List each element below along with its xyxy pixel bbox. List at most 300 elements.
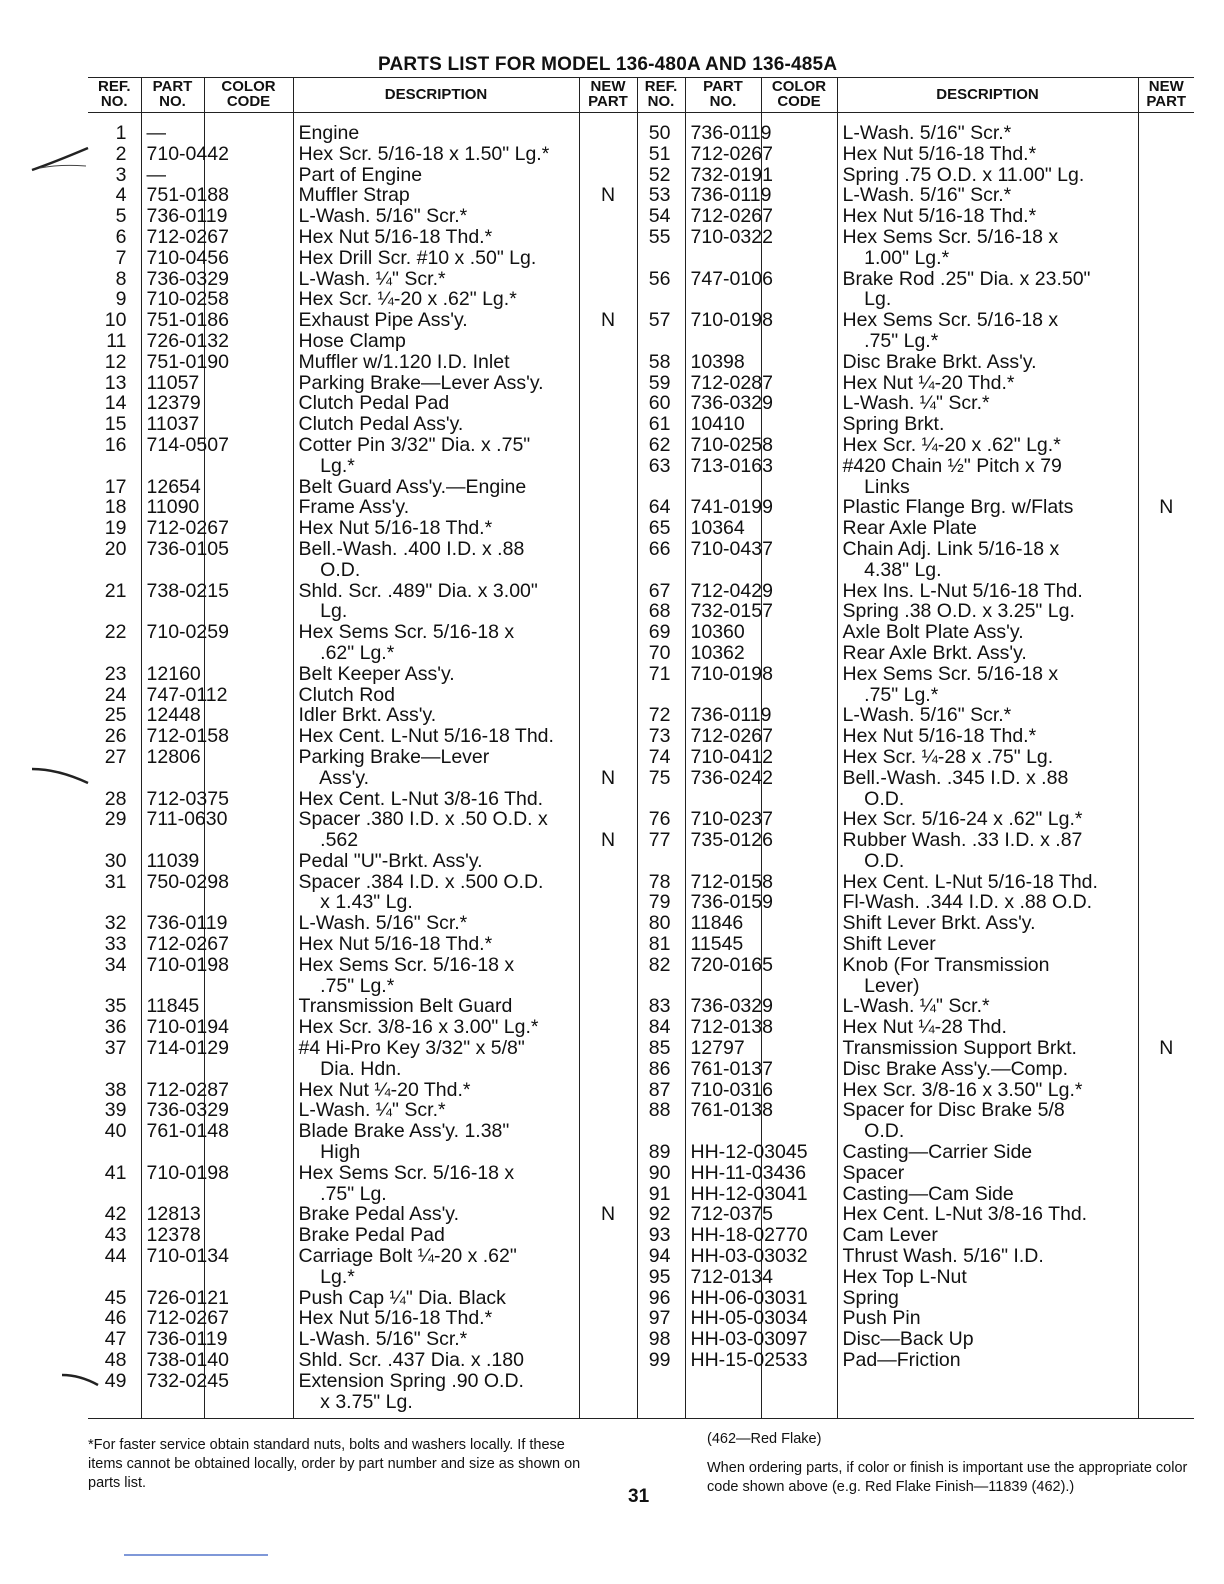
cell-part-no bbox=[685, 1371, 761, 1392]
cell-new-part bbox=[579, 1142, 637, 1163]
cell-description: Hex Nut 5/16-18 Thd.* bbox=[837, 144, 1138, 165]
cell-new-part bbox=[579, 622, 637, 643]
cell-ref-no: 33 bbox=[104, 933, 127, 956]
cell-description: Hex Top L-Nut bbox=[837, 1267, 1138, 1288]
cell-description: Hex Scr. 5/16-18 x 1.50" Lg.* bbox=[293, 144, 579, 165]
cell-color-code bbox=[761, 248, 837, 269]
cell-ref-no: 44 bbox=[104, 1245, 127, 1268]
cell-part-no: 732-0157 bbox=[685, 601, 761, 622]
cell-description: Lg. bbox=[837, 289, 1138, 310]
table-row bbox=[88, 1038, 1194, 1059]
cell-description: Knob (For Transmission bbox=[837, 955, 1138, 976]
cell-ref-no: 39 bbox=[104, 1099, 127, 1122]
table-row bbox=[88, 206, 1194, 227]
cell-part-no: 712-0138 bbox=[685, 1017, 761, 1038]
cell-description: Pedal "U"-Brkt. Ass'y. bbox=[293, 851, 579, 872]
cell-description: .562 bbox=[293, 830, 579, 851]
cell-new-part bbox=[579, 996, 637, 1017]
table-row bbox=[88, 1184, 1194, 1205]
cell-description: L-Wash. ¼" Scr.* bbox=[293, 269, 579, 290]
cell-description: Brake Rod .25" Dia. x 23.50" bbox=[837, 269, 1138, 290]
cell-color-code bbox=[204, 768, 293, 789]
cell-part-no: 738-0140 bbox=[141, 1350, 204, 1371]
cell-color-code bbox=[204, 560, 293, 581]
margin-pen-mark bbox=[60, 1367, 100, 1397]
table-row bbox=[88, 1059, 1194, 1080]
cell-new-part bbox=[579, 1329, 637, 1350]
cell-ref-no: 96 bbox=[637, 1288, 685, 1309]
cell-new-part bbox=[579, 289, 637, 310]
cell-ref-no bbox=[88, 1184, 141, 1205]
cell-description: Lg.* bbox=[293, 456, 579, 477]
cell-ref-no bbox=[637, 851, 685, 872]
table-row bbox=[88, 518, 1194, 539]
cell-part-no: 710-0194 bbox=[141, 1017, 204, 1038]
header-ref-no: REF. NO. bbox=[88, 78, 141, 113]
cell-ref-no: 25 bbox=[104, 704, 127, 727]
cell-ref-no: 12 bbox=[104, 350, 127, 373]
cell-ref-no: 36 bbox=[104, 1016, 127, 1039]
cell-part-no: 710-0198 bbox=[685, 664, 761, 685]
cell-part-no: 736-0159 bbox=[685, 892, 761, 913]
cell-description: Hex Cent. L-Nut 3/8-16 Thd. bbox=[293, 789, 579, 810]
cell-new-part bbox=[1138, 560, 1194, 581]
cell-color-code bbox=[204, 664, 293, 685]
cell-ref-no: 55 bbox=[637, 227, 685, 248]
cell-color-code bbox=[204, 165, 293, 186]
cell-color-code bbox=[761, 1371, 837, 1392]
cell-ref-no: 26 bbox=[104, 725, 127, 748]
cell-new-part bbox=[1138, 789, 1194, 810]
cell-description: Ass'y. bbox=[293, 768, 579, 789]
cell-new-part bbox=[579, 1100, 637, 1121]
cell-ref-no: 86 bbox=[637, 1059, 685, 1080]
cell-new-part bbox=[579, 1350, 637, 1371]
cell-ref-no: 19 bbox=[104, 517, 127, 540]
cell-ref-no: 91 bbox=[637, 1184, 685, 1205]
cell-part-no: 710-0258 bbox=[141, 289, 204, 310]
cell-ref-no: 56 bbox=[637, 269, 685, 290]
cell-ref-no: 68 bbox=[637, 601, 685, 622]
cell-new-part: N bbox=[1138, 1038, 1194, 1059]
cell-ref-no: 41 bbox=[104, 1161, 127, 1184]
cell-ref-no bbox=[637, 789, 685, 810]
cell-part-no: 761-0137 bbox=[685, 1059, 761, 1080]
cell-part-no bbox=[141, 768, 204, 789]
cell-ref-no: 21 bbox=[104, 579, 127, 602]
cell-ref-no: 76 bbox=[637, 809, 685, 830]
cell-color-code bbox=[204, 1142, 293, 1163]
cell-color-code bbox=[204, 830, 293, 851]
header-part-no: PART NO. bbox=[685, 78, 761, 113]
margin-pen-mark bbox=[30, 140, 90, 180]
table-row bbox=[88, 622, 1194, 643]
cell-color-code bbox=[204, 1392, 293, 1419]
cell-new-part bbox=[1138, 976, 1194, 997]
cell-color-code bbox=[204, 1059, 293, 1080]
cell-new-part bbox=[579, 1246, 637, 1267]
cell-part-no: 712-0267 bbox=[685, 144, 761, 165]
cell-new-part bbox=[1138, 289, 1194, 310]
cell-description: Hex Nut 5/16-18 Thd.* bbox=[293, 934, 579, 955]
cell-ref-no: 93 bbox=[637, 1225, 685, 1246]
cell-part-no: — bbox=[141, 165, 204, 186]
cell-ref-no: 82 bbox=[637, 955, 685, 976]
cell-new-part: N bbox=[579, 768, 637, 789]
cell-ref-no: 49 bbox=[104, 1369, 127, 1392]
cell-color-code bbox=[761, 560, 837, 581]
cell-new-part bbox=[579, 1080, 637, 1101]
cell-ref-no: 40 bbox=[104, 1120, 127, 1143]
cell-new-part bbox=[579, 1225, 637, 1246]
table-row bbox=[88, 393, 1194, 414]
cell-new-part bbox=[579, 1121, 637, 1142]
cell-description: Lg.* bbox=[293, 1267, 579, 1288]
cell-ref-no: 15 bbox=[104, 413, 127, 436]
table-row bbox=[88, 477, 1194, 498]
cell-ref-no bbox=[637, 1392, 685, 1419]
cell-part-no: 710-0198 bbox=[685, 310, 761, 331]
cell-ref-no: 69 bbox=[637, 622, 685, 643]
cell-ref-no bbox=[88, 976, 141, 997]
cell-ref-no: 94 bbox=[637, 1246, 685, 1267]
cell-ref-no: 24 bbox=[104, 683, 127, 706]
cell-description: Shift Lever bbox=[837, 934, 1138, 955]
cell-part-no: 12379 bbox=[141, 393, 204, 414]
cell-part-no bbox=[685, 560, 761, 581]
cell-part-no: 761-0148 bbox=[141, 1121, 204, 1142]
cell-ref-no: 20 bbox=[104, 537, 127, 560]
cell-part-no: 736-0119 bbox=[141, 1329, 204, 1350]
cell-color-code bbox=[761, 414, 837, 435]
cell-description: Belt Keeper Ass'y. bbox=[293, 664, 579, 685]
cell-description: O.D. bbox=[837, 1121, 1138, 1142]
cell-new-part bbox=[1138, 185, 1194, 206]
cell-color-code bbox=[761, 851, 837, 872]
table-row bbox=[88, 1163, 1194, 1184]
cell-description: Brake Pedal Pad bbox=[293, 1225, 579, 1246]
cell-color-code bbox=[761, 477, 837, 498]
table-row bbox=[88, 996, 1194, 1017]
cell-new-part bbox=[579, 1308, 637, 1329]
cell-description: Plastic Flange Brg. w/Flats bbox=[837, 497, 1138, 518]
cell-description: Hex Drill Scr. #10 x .50" Lg. bbox=[293, 248, 579, 269]
cell-part-no: 712-0267 bbox=[685, 206, 761, 227]
cell-description: Hex Cent. L-Nut 3/8-16 Thd. bbox=[837, 1204, 1138, 1225]
cell-part-no: 12378 bbox=[141, 1225, 204, 1246]
footnote-color-code bbox=[707, 1430, 1197, 1497]
cell-ref-no: 48 bbox=[104, 1349, 127, 1372]
cell-description: High bbox=[293, 1142, 579, 1163]
cell-color-code bbox=[204, 976, 293, 997]
cell-ref-no: 37 bbox=[104, 1037, 127, 1060]
cell-new-part bbox=[579, 1038, 637, 1059]
cell-description: Chain Adj. Link 5/16-18 x bbox=[837, 539, 1138, 560]
cell-part-no: 11845 bbox=[141, 996, 204, 1017]
header-part-no: PART NO. bbox=[141, 78, 204, 113]
cell-new-part bbox=[579, 518, 637, 539]
cell-part-no bbox=[141, 1392, 204, 1419]
cell-description: Hex Sems Scr. 5/16-18 x bbox=[293, 1163, 579, 1184]
cell-ref-no: 51 bbox=[637, 144, 685, 165]
cell-new-part bbox=[1138, 747, 1194, 768]
cell-part-no: 736-0329 bbox=[685, 393, 761, 414]
cell-new-part bbox=[579, 1392, 637, 1419]
cell-description: .75" Lg.* bbox=[837, 685, 1138, 706]
cell-ref-no: 43 bbox=[104, 1224, 127, 1247]
cell-description: Spring Brkt. bbox=[837, 414, 1138, 435]
table-row bbox=[88, 830, 1194, 851]
cell-ref-no: 79 bbox=[637, 892, 685, 913]
cell-new-part bbox=[579, 685, 637, 706]
cell-part-no: 12813 bbox=[141, 1204, 204, 1225]
cell-ref-no bbox=[637, 1121, 685, 1142]
cell-part-no: 720-0165 bbox=[685, 955, 761, 976]
cell-ref-no: 29 bbox=[104, 808, 127, 831]
header-description: DESCRIPTION bbox=[837, 78, 1138, 113]
table-row bbox=[88, 1329, 1194, 1350]
table-row bbox=[88, 1246, 1194, 1267]
header-new-part: NEW PART bbox=[579, 78, 637, 113]
cell-new-part bbox=[579, 892, 637, 913]
cell-part-no: 735-0126 bbox=[685, 830, 761, 851]
cell-description: Hex Nut ¼-20 Thd.* bbox=[837, 373, 1138, 394]
cell-part-no: 11545 bbox=[685, 934, 761, 955]
page-number: 31 bbox=[628, 1486, 650, 1507]
cell-part-no: 750-0298 bbox=[141, 872, 204, 893]
cell-ref-no: 87 bbox=[637, 1080, 685, 1101]
cell-ref-no: 74 bbox=[637, 747, 685, 768]
table-row bbox=[88, 435, 1194, 456]
ordering-note: When ordering parts, if color or finish is important use the appropriate color code shown above (e.g. Red Flake Finish—11839 (462).) bbox=[707, 1460, 1188, 1495]
cell-color-code bbox=[204, 1184, 293, 1205]
cell-part-no: 712-0267 bbox=[141, 934, 204, 955]
cell-description: Shld. Scr. .489" Dia. x 3.00" bbox=[293, 581, 579, 602]
cell-description: Belt Guard Ass'y.—Engine bbox=[293, 477, 579, 498]
cell-part-no: 726-0132 bbox=[141, 331, 204, 352]
cell-part-no: 736-0105 bbox=[141, 539, 204, 560]
cell-part-no: 736-0329 bbox=[141, 269, 204, 290]
cell-color-code bbox=[761, 934, 837, 955]
table-row bbox=[88, 601, 1194, 622]
cell-part-no: 712-0267 bbox=[141, 518, 204, 539]
cell-new-part bbox=[1138, 1142, 1194, 1163]
cell-new-part bbox=[579, 872, 637, 893]
cell-ref-no: 89 bbox=[637, 1142, 685, 1163]
cell-description: Rubber Wash. .33 I.D. x .87 bbox=[837, 830, 1138, 851]
cell-new-part bbox=[579, 497, 637, 518]
cell-description: Lever) bbox=[837, 976, 1138, 997]
cell-description: Spring bbox=[837, 1288, 1138, 1309]
cell-part-no: 710-0437 bbox=[685, 539, 761, 560]
cell-part-no bbox=[141, 1184, 204, 1205]
cell-color-code bbox=[761, 113, 837, 144]
cell-ref-no: 50 bbox=[637, 113, 685, 144]
table-row bbox=[88, 809, 1194, 830]
cell-part-no: HH-18-02770 bbox=[685, 1225, 761, 1246]
cell-description: Idler Brkt. Ass'y. bbox=[293, 705, 579, 726]
cell-color-code bbox=[204, 456, 293, 477]
cell-description: Hex Scr. 5/16-24 x .62" Lg.* bbox=[837, 809, 1138, 830]
cell-ref-no: 59 bbox=[637, 373, 685, 394]
cell-description: .75" Lg.* bbox=[293, 976, 579, 997]
cell-ref-no: 32 bbox=[104, 912, 127, 935]
cell-ref-no bbox=[88, 1142, 141, 1163]
cell-ref-no: 30 bbox=[104, 849, 127, 872]
cell-new-part bbox=[1138, 1204, 1194, 1225]
cell-description: Blade Brake Ass'y. 1.38" bbox=[293, 1121, 579, 1142]
cell-new-part bbox=[1138, 206, 1194, 227]
cell-part-no bbox=[141, 1059, 204, 1080]
cell-ref-no: 72 bbox=[637, 705, 685, 726]
cell-part-no: 10410 bbox=[685, 414, 761, 435]
cell-description: Parking Brake—Lever bbox=[293, 747, 579, 768]
cell-ref-no: 84 bbox=[637, 1017, 685, 1038]
table-row bbox=[88, 248, 1194, 269]
cell-ref-no: 52 bbox=[637, 165, 685, 186]
cell-part-no: 10364 bbox=[685, 518, 761, 539]
cell-description: x 1.43" Lg. bbox=[293, 892, 579, 913]
cell-description: Hex Scr. ¼-20 x .62" Lg.* bbox=[293, 289, 579, 310]
cell-part-no: 726-0121 bbox=[141, 1288, 204, 1309]
cell-description: Clutch Pedal Ass'y. bbox=[293, 414, 579, 435]
cell-new-part bbox=[579, 393, 637, 414]
cell-description: .75" Lg.* bbox=[837, 331, 1138, 352]
cell-part-no bbox=[685, 1392, 761, 1419]
cell-new-part bbox=[579, 1267, 637, 1288]
cell-part-no: 736-0119 bbox=[685, 705, 761, 726]
cell-new-part bbox=[1138, 144, 1194, 165]
cell-color-code bbox=[761, 685, 837, 706]
cell-description: Hex Cent. L-Nut 5/16-18 Thd. bbox=[837, 872, 1138, 893]
cell-description: Push Pin bbox=[837, 1308, 1138, 1329]
cell-new-part bbox=[1138, 248, 1194, 269]
cell-color-code bbox=[204, 414, 293, 435]
cell-new-part bbox=[1138, 892, 1194, 913]
cell-description: Hex Nut 5/16-18 Thd.* bbox=[837, 206, 1138, 227]
cell-part-no: 712-0287 bbox=[141, 1080, 204, 1101]
cell-new-part bbox=[1138, 1100, 1194, 1121]
cell-description: Hex Nut 5/16-18 Thd.* bbox=[293, 1308, 579, 1329]
cell-new-part bbox=[1138, 934, 1194, 955]
cell-new-part bbox=[1138, 913, 1194, 934]
cell-new-part bbox=[579, 227, 637, 248]
cell-description: Spacer for Disc Brake 5/8 bbox=[837, 1100, 1138, 1121]
cell-part-no: — bbox=[141, 113, 204, 144]
cell-part-no: 712-0429 bbox=[685, 581, 761, 602]
cell-ref-no: 11 bbox=[106, 329, 127, 352]
cell-ref-no: 22 bbox=[104, 621, 127, 644]
cell-new-part bbox=[579, 747, 637, 768]
cell-ref-no: 45 bbox=[104, 1286, 127, 1309]
cell-ref-no: 81 bbox=[637, 934, 685, 955]
table-row bbox=[88, 685, 1194, 706]
table-row bbox=[88, 1225, 1194, 1246]
cell-new-part bbox=[1138, 310, 1194, 331]
cell-new-part bbox=[1138, 581, 1194, 602]
cell-ref-no: 60 bbox=[637, 393, 685, 414]
cell-color-code bbox=[761, 622, 837, 643]
cell-description: Hex Scr. ¼-20 x .62" Lg.* bbox=[837, 435, 1138, 456]
cell-description: L-Wash. ¼" Scr.* bbox=[293, 1100, 579, 1121]
cell-description: Transmission Belt Guard bbox=[293, 996, 579, 1017]
cell-color-code bbox=[204, 1225, 293, 1246]
cell-ref-no bbox=[637, 289, 685, 310]
cell-ref-no: 31 bbox=[104, 870, 127, 893]
cell-description: Carriage Bolt ¼-20 x .62" bbox=[293, 1246, 579, 1267]
cell-color-code bbox=[761, 976, 837, 997]
cell-description: Spacer .380 I.D. x .50 O.D. x bbox=[293, 809, 579, 830]
cell-description: O.D. bbox=[837, 851, 1138, 872]
cell-part-no: HH-11-03436 bbox=[685, 1163, 761, 1184]
cell-new-part bbox=[1138, 373, 1194, 394]
cell-ref-no: 58 bbox=[637, 352, 685, 373]
table-row bbox=[88, 872, 1194, 893]
cell-part-no: HH-12-03041 bbox=[685, 1184, 761, 1205]
cell-description: Clutch Pedal Pad bbox=[293, 393, 579, 414]
cell-description: Brake Pedal Ass'y. bbox=[293, 1204, 579, 1225]
cell-part-no: 11039 bbox=[141, 851, 204, 872]
cell-new-part bbox=[579, 955, 637, 976]
cell-part-no bbox=[141, 643, 204, 664]
cell-description: Hex Sems Scr. 5/16-18 x bbox=[837, 310, 1138, 331]
cell-description: Hex Sems Scr. 5/16-18 x bbox=[837, 227, 1138, 248]
cell-color-code bbox=[761, 185, 837, 206]
cell-part-no: 736-0329 bbox=[685, 996, 761, 1017]
cell-color-code bbox=[204, 1204, 293, 1225]
cell-ref-no: 77 bbox=[637, 830, 685, 851]
cell-part-no: 714-0129 bbox=[141, 1038, 204, 1059]
cell-new-part bbox=[579, 331, 637, 352]
cell-ref-no: 46 bbox=[104, 1307, 127, 1330]
cell-new-part: N bbox=[1138, 497, 1194, 518]
table-row bbox=[88, 789, 1194, 810]
cell-new-part bbox=[579, 113, 637, 144]
cell-ref-no bbox=[637, 976, 685, 997]
table-row bbox=[88, 331, 1194, 352]
cell-description: 4.38" Lg. bbox=[837, 560, 1138, 581]
cell-ref-no bbox=[88, 768, 141, 789]
cell-new-part bbox=[1138, 539, 1194, 560]
cell-new-part bbox=[1138, 1329, 1194, 1350]
table-row bbox=[88, 768, 1194, 789]
table-row bbox=[88, 269, 1194, 290]
cell-description: #4 Hi-Pro Key 3/32" x 5/8" bbox=[293, 1038, 579, 1059]
cell-new-part bbox=[1138, 768, 1194, 789]
cell-part-no bbox=[685, 685, 761, 706]
table-row bbox=[88, 1392, 1194, 1419]
cell-ref-no: 62 bbox=[637, 435, 685, 456]
cell-part-no: HH-12-03045 bbox=[685, 1142, 761, 1163]
cell-description: Spacer .384 I.D. x .500 O.D. bbox=[293, 872, 579, 893]
cell-ref-no: 65 bbox=[637, 518, 685, 539]
cell-description: Casting—Cam Side bbox=[837, 1184, 1138, 1205]
cell-color-code bbox=[204, 113, 293, 144]
cell-description: L-Wash. 5/16" Scr.* bbox=[293, 913, 579, 934]
cell-ref-no: 75 bbox=[637, 768, 685, 789]
table-header-row bbox=[88, 78, 1194, 113]
cell-ref-no: 10 bbox=[104, 309, 127, 332]
cell-new-part bbox=[1138, 643, 1194, 664]
cell-description: L-Wash. 5/16" Scr.* bbox=[293, 206, 579, 227]
cell-description: Links bbox=[837, 477, 1138, 498]
cell-new-part bbox=[579, 435, 637, 456]
cell-description: Cam Lever bbox=[837, 1225, 1138, 1246]
cell-part-no: 712-0287 bbox=[685, 373, 761, 394]
cell-part-no: 710-0237 bbox=[685, 809, 761, 830]
cell-part-no bbox=[685, 789, 761, 810]
cell-description: Engine bbox=[293, 113, 579, 144]
